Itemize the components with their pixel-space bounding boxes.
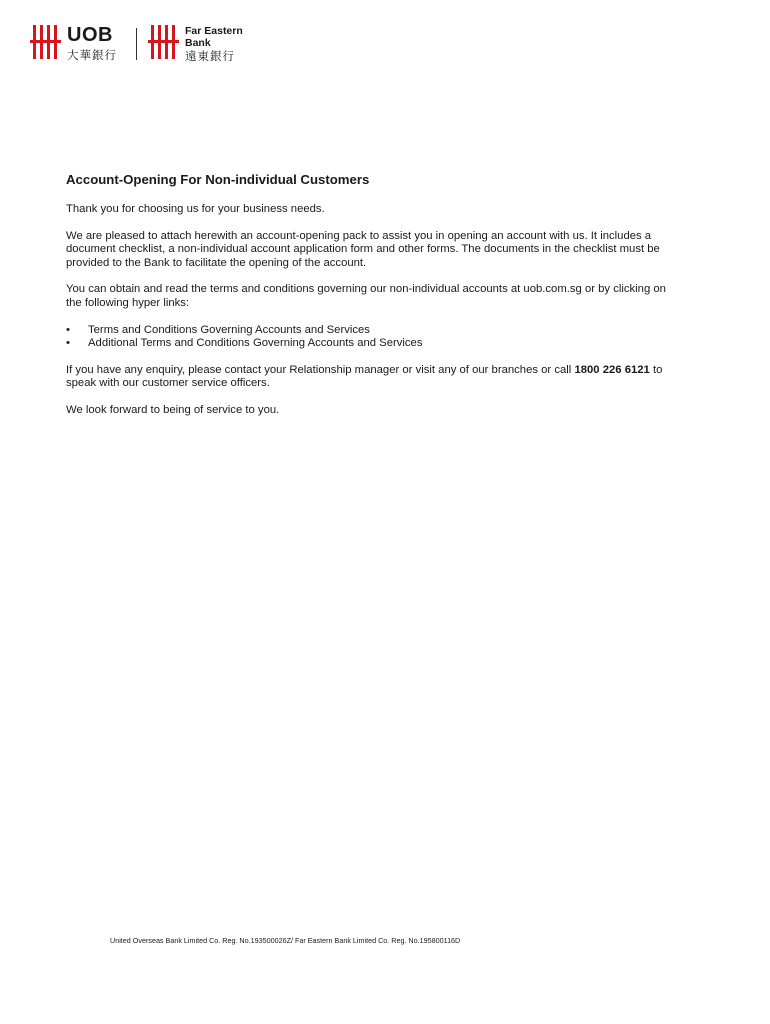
- paragraph-enquiry: [66, 364, 672, 391]
- enquiry-text: If you have any enquiry, please contact your Relationship manager or visit any of our branches or call: [66, 363, 575, 376]
- uob-logo-icon: [30, 25, 62, 59]
- list-item[interactable]: [66, 337, 672, 350]
- far-eastern-bank-logo[interactable]: [148, 25, 243, 63]
- paragraph-terms: You can obtain and read the terms and conditions governing our non-individual accounts at uob.com.sg or by clicking on the following hyper links:: [66, 283, 666, 309]
- uob-name: UOB: [67, 24, 113, 46]
- paragraph-pack: We are pleased to attach herewith an account-opening pack to assist you in opening an account with us. It includes a document checklist, a non-individual account application form and other forms. The documents in the checklist must be provided to the Bank to facilitate the opening of the account.: [66, 229, 660, 269]
- terms-link[interactable]: Terms and Conditions Governing Accounts and Services: [88, 323, 370, 336]
- terms-links-list: [66, 324, 672, 351]
- document-title: Account-Opening For Non-individual Customers: [66, 172, 370, 187]
- additional-terms-link[interactable]: Additional Terms and Conditions Governing Accounts and Services: [88, 337, 423, 350]
- footer-registration: United Overseas Bank Limited Co. Reg. No.193500026Z/ Far Eastern Bank Limited Co. Reg. No.195800116D: [110, 936, 461, 945]
- enquiry-text-suffix: to speak with our customer service officers.: [66, 363, 663, 390]
- document-body: [66, 171, 672, 431]
- feb-chinese-name: 遠東銀行: [185, 49, 235, 63]
- paragraph-closing: We look forward to being of service to you.: [66, 404, 280, 417]
- header: [30, 25, 330, 65]
- bullet-icon: •: [66, 337, 70, 350]
- uob-logo[interactable]: [30, 25, 117, 62]
- uob-chinese-name: 大華銀行: [67, 48, 117, 62]
- paragraph-thanks: Thank you for choosing us for your business needs.: [66, 203, 325, 215]
- list-item[interactable]: [66, 324, 672, 337]
- far-eastern-bank-logo-icon: [148, 25, 180, 59]
- phone-number: 1800 226 6121: [574, 363, 650, 376]
- logo-divider: [136, 28, 137, 60]
- feb-name-line2: Bank: [185, 37, 211, 49]
- feb-name-line1: Far Eastern: [185, 25, 243, 37]
- bullet-icon: •: [66, 323, 70, 336]
